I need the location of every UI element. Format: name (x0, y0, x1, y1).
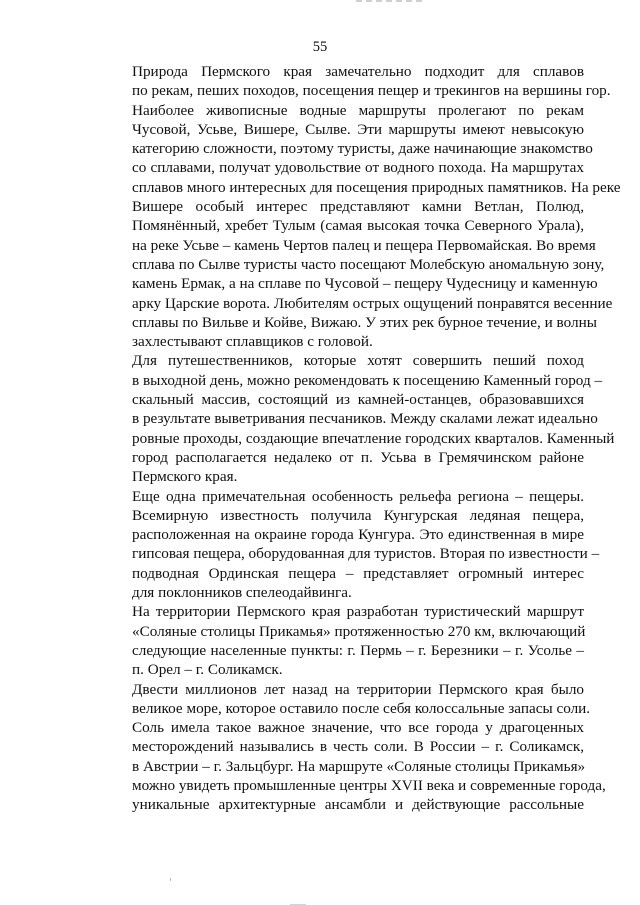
text-line: Всемирную известность получила Кунгурская ледяная пещера, (132, 506, 584, 524)
text-line: Вишере особый интерес представляют камни Ветлан, Полюд, (132, 198, 584, 216)
text-line: скальный массив, состоящий из камней-останцев, образовавшихся (132, 391, 584, 409)
text-line: со сплавами, получат удовольствие от водного похода. На маршрутах (132, 159, 584, 177)
scan-artifact-top (356, 0, 426, 2)
text-line: следующие населенные пункты: г. Пермь – г. Березники – г. Усолье – (132, 641, 584, 659)
body-text (93, 62, 621, 815)
text-line: в выходной день, можно рекомендовать к посещению Каменный город – (132, 371, 603, 389)
paragraph (93, 487, 600, 603)
text-line: для поклонников спелеодайвинга. (132, 584, 352, 602)
text-line: в Австрии – г. Зальцбург. На маршруте «Соляные столицы Прикамья» (132, 757, 586, 775)
text-line: Для путешественников, которые хотят совершить пеший поход (132, 352, 584, 370)
text-line: ровные проходы, создающие впечатление городских кварталов. Каменный (132, 429, 615, 447)
text-line: захлестывают сплавщиков с головой. (132, 333, 373, 351)
text-line: на реке Усьве – камень Чертов палец и пещера Первомайская. Во время (132, 236, 596, 254)
text-line: сплавы по Вильве и Койве, Вижаю. У этих рек бурное течение, и волны (132, 313, 597, 331)
text-line: подводная Ординская пещера – представляет огромный интерес (132, 564, 584, 582)
paragraph (93, 602, 584, 679)
text-line: расположенная на окраине города Кунгура. Это единственная в мире (132, 526, 584, 544)
text-line: Помянённый, хребет Тулым (самая высокая точка Северного Урала), (132, 217, 584, 235)
text-line: сплава по Сылве туристы часто посещают Молебскую аномальную зону, (132, 255, 605, 273)
text-line: Природа Пермского края замечательно подходит для сплавов (132, 63, 584, 80)
text-line: арку Царские ворота. Любителям острых ощущений понравятся весенние (132, 294, 613, 312)
text-line: Еще одна примечательная особенность рельефа региона – пещеры. (132, 487, 584, 505)
scan-artifact-speck (170, 878, 171, 881)
text-line: уникальные архитектурные ансамбли и действующие рассольные (132, 796, 584, 814)
text-line: Наиболее живописные водные маршруты пролегают по рекам (132, 101, 584, 119)
text-line: месторождений назывались в честь соли. В России – г. Соликамск, (132, 738, 584, 756)
text-line: город располагается недалеко от п. Усьва в Гремячинском районе (132, 448, 584, 466)
text-line: На территории Пермского края разработан туристический маршрут (132, 603, 584, 621)
paragraph (93, 680, 606, 815)
text-line: «Соляные столицы Прикамья» протяженностью 270 км, включающий (132, 622, 586, 640)
text-line: сплавов много интересных для посещения природных памятников. На реке (132, 178, 621, 196)
text-line: великое море, которое оставило после себя колоссальные запасы соли. (132, 699, 591, 717)
paragraph (93, 351, 615, 486)
text-line: гипсовая пещера, оборудованная для туристов. Вторая по известности – (132, 545, 600, 563)
text-line: камень Ермак, а на сплаве по Чусовой – пещеру Чудесницу и каменную (132, 275, 598, 293)
page-number: 55 (312, 39, 328, 55)
text-line: Двести миллионов лет назад на территории Пермского края было (132, 680, 584, 698)
text-line: можно увидеть промышленные центры XVII века и современные города, (132, 776, 606, 794)
text-line: в результате выветривания песчаников. Между скалами лежат идеально (132, 410, 598, 428)
text-line: Соль имела такое важное значение, что все города у драгоценных (132, 719, 584, 737)
text-line: категорию сложности, поэтому туристы, даже начинающие знакомство (132, 140, 593, 158)
text-line: по рекам, пеших походов, посещения пещер и трекингов на вершины гор. (132, 82, 611, 100)
text-line: Чусовой, Усьве, Вишере, Сылве. Эти маршруты имеют невысокую (132, 120, 584, 138)
paragraph (93, 62, 611, 101)
text-line: п. Орел – г. Соликамск. (132, 661, 283, 679)
paragraph (93, 101, 621, 352)
text-line: Пермского края. (132, 468, 238, 486)
